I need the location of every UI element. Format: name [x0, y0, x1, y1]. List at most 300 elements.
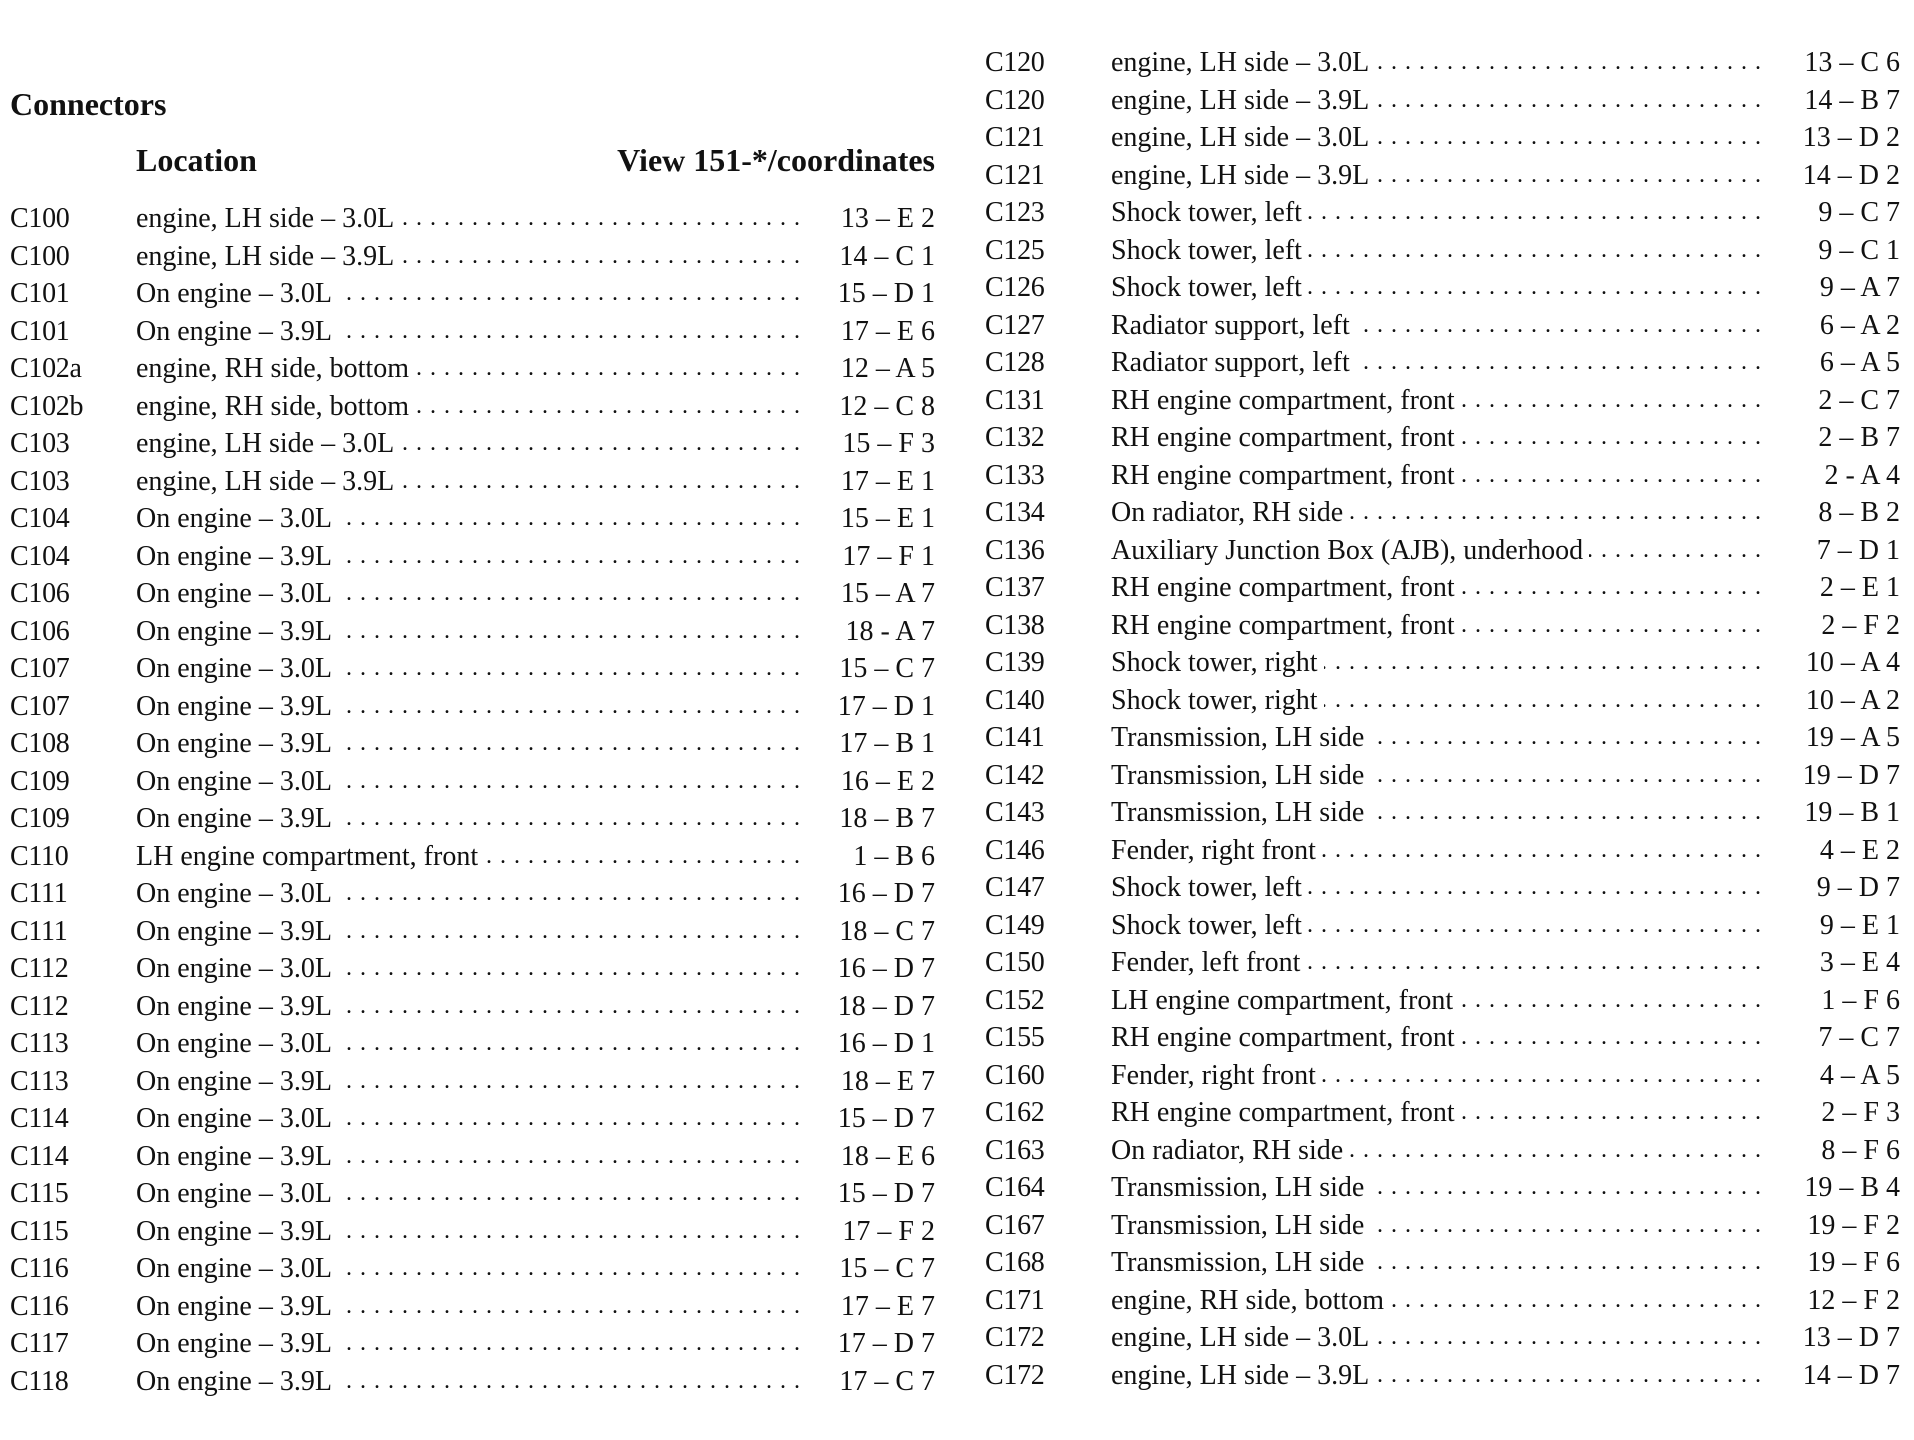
connector-coordinates: 17 – E 7: [805, 1288, 935, 1326]
connector-location: [1111, 269, 1770, 307]
connector-location: [136, 200, 805, 238]
connector-coordinates: 16 – D 7: [805, 950, 935, 988]
connector-row: [985, 907, 1900, 945]
connector-id: C143: [985, 797, 1045, 828]
connector-location: [1111, 494, 1770, 532]
connector-coordinates: 15 – C 7: [805, 650, 935, 688]
connector-id: C115: [10, 1178, 69, 1209]
connector-id: C117: [10, 1328, 69, 1359]
connector-location: [1111, 794, 1770, 832]
connector-location-text: Transmission, LH side: [1111, 1247, 1370, 1278]
connector-coordinates: 15 – E 1: [805, 500, 935, 538]
connector-location-text: engine, LH side – 3.0L: [1111, 122, 1375, 153]
connector-location: [136, 950, 805, 988]
connector-coordinates: 12 – F 2: [1770, 1282, 1900, 1320]
connector-location-text: engine, LH side – 3.9L: [1111, 85, 1375, 116]
connector-row: [985, 382, 1900, 420]
connector-id: C171: [985, 1284, 1045, 1316]
connector-id: C125: [985, 234, 1045, 266]
connector-coordinates: 9 – D 7: [1770, 869, 1900, 907]
connector-coordinates: 14 – C 1: [805, 238, 935, 276]
connector-coordinates: 4 – E 2: [1770, 832, 1900, 870]
connector-coordinates: 8 – B 2: [1770, 494, 1900, 532]
connector-location-text: On engine – 3.0L: [136, 953, 338, 984]
connector-coordinates: 17 – B 1: [805, 725, 935, 763]
left-connector-list: [10, 200, 935, 1400]
connector-location: [136, 350, 805, 388]
connector-location: [136, 988, 805, 1026]
connector-id: C106: [10, 578, 70, 609]
connector-row: [10, 1213, 935, 1251]
connector-id: C116: [10, 1253, 69, 1284]
connector-location-text: On engine – 3.0L: [136, 503, 338, 534]
connector-location-text: engine, LH side – 3.0L: [1111, 1322, 1375, 1353]
connector-coordinates: 10 – A 4: [1770, 644, 1900, 682]
connector-coordinates: 17 – F 1: [805, 538, 935, 576]
connector-row: [985, 269, 1900, 307]
connector-location: [1111, 1282, 1770, 1320]
connector-location-text: On engine – 3.0L: [136, 278, 338, 309]
connector-location: [1111, 607, 1770, 645]
connector-location: [1111, 1094, 1770, 1132]
connector-id: C103: [10, 465, 70, 497]
connector-coordinates: 4 – A 5: [1770, 1057, 1900, 1095]
connector-location-text: On radiator, RH side: [1111, 1135, 1349, 1166]
connector-location-text: On engine – 3.9L: [136, 1366, 338, 1397]
connector-location: [136, 800, 805, 838]
connector-coordinates: 15 – A 7: [805, 575, 935, 613]
connector-row: [985, 982, 1900, 1020]
connector-location-text: engine, LH side – 3.0L: [1111, 47, 1375, 78]
connector-location: [136, 1363, 805, 1401]
connector-id: C150: [985, 947, 1045, 978]
connector-id: C168: [985, 1247, 1045, 1278]
connector-location-text: Shock tower, left: [1111, 272, 1308, 303]
connector-id: C133: [985, 459, 1045, 491]
connector-location-text: Radiator support, left: [1111, 310, 1356, 341]
connector-location-text: engine, LH side – 3.9L: [136, 466, 400, 497]
connector-location: [1111, 44, 1770, 82]
connector-location-text: On engine – 3.9L: [136, 1216, 338, 1247]
connector-location-text: On engine – 3.0L: [136, 1178, 338, 1209]
connector-coordinates: 14 – B 7: [1770, 82, 1900, 120]
connector-coordinates: 19 – F 6: [1770, 1244, 1900, 1282]
connector-location-text: engine, LH side – 3.9L: [1111, 160, 1375, 191]
connector-location-text: On engine – 3.9L: [136, 1328, 338, 1359]
connector-location-text: On engine – 3.9L: [136, 1141, 338, 1172]
connector-id: C104: [10, 503, 70, 534]
connector-id: C109: [10, 803, 70, 834]
connector-coordinates: 2 – F 3: [1770, 1094, 1900, 1132]
connector-coordinates: 2 – C 7: [1770, 382, 1900, 420]
connector-row: [985, 194, 1900, 232]
connector-coordinates: 12 – C 8: [805, 388, 935, 426]
connector-location-text: On engine – 3.0L: [136, 578, 338, 609]
connector-row: [10, 1288, 935, 1326]
connector-coordinates: 3 – E 4: [1770, 944, 1900, 982]
connector-location-text: On engine – 3.9L: [136, 1066, 338, 1097]
connector-coordinates: 15 – D 7: [805, 1175, 935, 1213]
connector-id: C104: [10, 540, 70, 572]
connector-id: C110: [10, 840, 69, 872]
connector-row: [985, 1094, 1900, 1132]
connector-id: C123: [985, 197, 1045, 228]
connector-location-text: Shock tower, left: [1111, 872, 1308, 903]
connector-coordinates: 10 – A 2: [1770, 682, 1900, 720]
connector-row: [985, 569, 1900, 607]
connector-location: [136, 1063, 805, 1101]
connector-coordinates: 19 – F 2: [1770, 1207, 1900, 1245]
connector-coordinates: 8 – F 6: [1770, 1132, 1900, 1170]
connector-coordinates: 14 – D 2: [1770, 157, 1900, 195]
connector-location-text: Transmission, LH side: [1111, 722, 1370, 753]
connector-location: [1111, 419, 1770, 457]
connector-id: C140: [985, 684, 1045, 716]
connector-id: C138: [985, 609, 1045, 641]
connector-id: C142: [985, 759, 1045, 791]
connector-id: C114: [10, 1103, 69, 1134]
connector-coordinates: 17 – E 1: [805, 463, 935, 501]
connector-id: C163: [985, 1134, 1045, 1166]
connector-id: C162: [985, 1097, 1045, 1128]
connector-coordinates: 14 – D 7: [1770, 1357, 1900, 1395]
connector-id: C134: [985, 497, 1045, 528]
connector-location-text: On engine – 3.0L: [136, 653, 338, 684]
connector-location-text: On engine – 3.0L: [136, 878, 338, 909]
connector-location-text: Shock tower, right: [1111, 685, 1324, 716]
connector-row: [10, 425, 935, 463]
connector-id: C111: [10, 915, 68, 947]
connector-location: [136, 1175, 805, 1213]
connector-id: C120: [985, 84, 1045, 116]
connector-row: [985, 832, 1900, 870]
connector-location: [136, 1138, 805, 1176]
connector-location: [136, 575, 805, 613]
connector-row: [10, 913, 935, 951]
connector-id: C121: [985, 159, 1045, 191]
connector-row: [10, 1100, 935, 1138]
connector-location: [1111, 944, 1770, 982]
connector-row: [10, 388, 935, 426]
connector-coordinates: 13 – D 7: [1770, 1319, 1900, 1357]
connector-location-text: On engine – 3.9L: [136, 991, 338, 1022]
connector-location-text: On engine – 3.9L: [136, 728, 338, 759]
connector-location: [136, 500, 805, 538]
connector-location-text: Shock tower, left: [1111, 910, 1308, 941]
connector-row: [985, 119, 1900, 157]
connector-row: [985, 1019, 1900, 1057]
connector-id: C147: [985, 872, 1045, 903]
connector-location-text: On engine – 3.0L: [136, 1103, 338, 1134]
connector-row: [10, 1175, 935, 1213]
right-connector-list: [985, 44, 1900, 1394]
connector-row: [985, 232, 1900, 270]
connector-id: C111: [10, 878, 68, 909]
connector-row: [10, 275, 935, 313]
connector-row: [10, 1325, 935, 1363]
connector-id: C172: [985, 1322, 1045, 1353]
connector-location-text: On engine – 3.9L: [136, 691, 338, 722]
connector-row: [10, 1063, 935, 1101]
connector-coordinates: 7 – D 1: [1770, 532, 1900, 570]
connector-location: [136, 838, 805, 876]
connector-location: [136, 913, 805, 951]
connector-location: [1111, 119, 1770, 157]
connector-location-text: RH engine compartment, front: [1111, 1022, 1461, 1053]
connector-location: [136, 1325, 805, 1363]
connector-location: [1111, 1207, 1770, 1245]
connector-row: [985, 719, 1900, 757]
connector-coordinates: 2 – F 2: [1770, 607, 1900, 645]
connector-coordinates: 9 – C 7: [1770, 194, 1900, 232]
connector-id: C116: [10, 1290, 69, 1322]
connector-coordinates: 19 – A 5: [1770, 719, 1900, 757]
connector-row: [10, 988, 935, 1026]
connector-location: [136, 538, 805, 576]
connector-row: [985, 157, 1900, 195]
connector-location-text: engine, LH side – 3.9L: [1111, 1360, 1375, 1391]
connector-row: [985, 1357, 1900, 1395]
connector-coordinates: 15 – F 3: [805, 425, 935, 463]
connector-location: [1111, 457, 1770, 495]
connector-coordinates: 17 – D 7: [805, 1325, 935, 1363]
connector-row: [985, 682, 1900, 720]
connector-row: [10, 1025, 935, 1063]
connector-id: C131: [985, 384, 1045, 416]
connector-location: [136, 463, 805, 501]
connector-location: [136, 688, 805, 726]
connector-location: [136, 1025, 805, 1063]
connector-id: C167: [985, 1209, 1045, 1241]
connector-location-text: LH engine compartment, front: [1111, 985, 1459, 1016]
connector-row: [985, 1282, 1900, 1320]
connector-location: [1111, 1057, 1770, 1095]
connector-coordinates: 1 – F 6: [1770, 982, 1900, 1020]
connector-row: [985, 1319, 1900, 1357]
connector-id: C106: [10, 615, 70, 647]
connector-row: [10, 200, 935, 238]
connector-location-text: On engine – 3.0L: [136, 766, 338, 797]
connector-coordinates: 12 – A 5: [805, 350, 935, 388]
connector-coordinates: 18 – E 6: [805, 1138, 935, 1176]
connector-location-text: On engine – 3.0L: [136, 1253, 338, 1284]
connector-coordinates: 18 – B 7: [805, 800, 935, 838]
connector-row: [985, 82, 1900, 120]
connector-id: C103: [10, 428, 70, 459]
connector-coordinates: 9 – C 1: [1770, 232, 1900, 270]
connector-location-text: Auxiliary Junction Box (AJB), underhood: [1111, 535, 1589, 566]
connector-coordinates: 18 – E 7: [805, 1063, 935, 1101]
connector-id: C101: [10, 315, 70, 347]
connector-location-text: Fender, right front: [1111, 835, 1322, 866]
connector-coordinates: 17 – F 2: [805, 1213, 935, 1251]
connector-coordinates: 13 – C 6: [1770, 44, 1900, 82]
connector-coordinates: 18 – C 7: [805, 913, 935, 951]
connector-location: [136, 1250, 805, 1288]
connector-id: C172: [985, 1359, 1045, 1391]
connector-location: [1111, 1319, 1770, 1357]
connector-coordinates: 1 – B 6: [805, 838, 935, 876]
connector-location: [1111, 682, 1770, 720]
connector-row: [10, 463, 935, 501]
connector-coordinates: 15 – D 1: [805, 275, 935, 313]
connector-coordinates: 17 – D 1: [805, 688, 935, 726]
connector-coordinates: 15 – D 7: [805, 1100, 935, 1138]
connector-row: [985, 419, 1900, 457]
connector-id: C102b: [10, 390, 84, 422]
connector-id: C114: [10, 1140, 69, 1172]
connector-id: C152: [985, 984, 1045, 1016]
connector-location: [1111, 569, 1770, 607]
view-coordinates-header: View 151-*/coordinates: [617, 142, 935, 178]
connector-id: C108: [10, 728, 70, 759]
connector-location-text: On engine – 3.9L: [136, 616, 338, 647]
connector-location-text: RH engine compartment, front: [1111, 610, 1461, 641]
connector-id: C136: [985, 534, 1045, 566]
connector-location: [1111, 1132, 1770, 1170]
connector-coordinates: 16 – D 1: [805, 1025, 935, 1063]
connector-location: [1111, 719, 1770, 757]
connector-id: C137: [985, 572, 1045, 603]
connector-id: C146: [985, 834, 1045, 866]
connector-row: [10, 350, 935, 388]
connector-row: [985, 1132, 1900, 1170]
connector-location-text: RH engine compartment, front: [1111, 1097, 1461, 1128]
connector-row: [985, 944, 1900, 982]
connector-row: [10, 613, 935, 651]
connector-row: [10, 238, 935, 276]
connector-row: [985, 607, 1900, 645]
connector-location-text: Shock tower, right: [1111, 647, 1324, 678]
connector-location-text: engine, RH side, bottom: [136, 353, 415, 384]
connector-row: [10, 725, 935, 763]
connector-id: C155: [985, 1022, 1045, 1053]
connector-row: [10, 1250, 935, 1288]
connector-location: [1111, 1357, 1770, 1395]
connector-coordinates: 2 – B 7: [1770, 419, 1900, 457]
connector-id: C107: [10, 653, 70, 684]
connector-coordinates: 18 - A 7: [805, 613, 935, 651]
connector-location: [1111, 232, 1770, 270]
connector-coordinates: 2 – E 1: [1770, 569, 1900, 607]
connector-coordinates: 6 – A 2: [1770, 307, 1900, 345]
connector-location: [136, 763, 805, 801]
connector-id: C109: [10, 765, 70, 797]
connector-location-text: On engine – 3.9L: [136, 1291, 338, 1322]
connector-row: [985, 757, 1900, 795]
connector-location: [1111, 1244, 1770, 1282]
connector-row: [10, 763, 935, 801]
connector-location-text: Transmission, LH side: [1111, 760, 1370, 791]
connector-location: [136, 425, 805, 463]
connector-row: [985, 344, 1900, 382]
connector-row: [10, 875, 935, 913]
connector-id: C164: [985, 1172, 1045, 1203]
connector-row: [10, 538, 935, 576]
connector-location-text: Shock tower, left: [1111, 235, 1308, 266]
connector-coordinates: 15 – C 7: [805, 1250, 935, 1288]
connector-location: [1111, 1019, 1770, 1057]
connector-location: [1111, 194, 1770, 232]
connector-row: [10, 500, 935, 538]
connector-coordinates: 6 – A 5: [1770, 344, 1900, 382]
connector-location: [1111, 157, 1770, 195]
connector-id: C139: [985, 647, 1045, 678]
connector-id: C149: [985, 909, 1045, 941]
connector-location-text: On engine – 3.0L: [136, 1028, 338, 1059]
connector-row: [985, 457, 1900, 495]
connector-location: [136, 613, 805, 651]
connector-location: [1111, 907, 1770, 945]
connector-location: [1111, 344, 1770, 382]
connector-location-text: On radiator, RH side: [1111, 497, 1349, 528]
connector-location: [1111, 82, 1770, 120]
connector-coordinates: 16 – E 2: [805, 763, 935, 801]
connector-id: C112: [10, 953, 69, 984]
connector-coordinates: 19 – B 1: [1770, 794, 1900, 832]
connector-location-text: RH engine compartment, front: [1111, 385, 1461, 416]
connector-id: C113: [10, 1028, 69, 1059]
connector-row: [10, 838, 935, 876]
connector-id: C118: [10, 1365, 69, 1397]
connector-location-text: Transmission, LH side: [1111, 1172, 1370, 1203]
connector-location: [136, 1288, 805, 1326]
connector-id: C121: [985, 122, 1045, 153]
connector-location-text: engine, LH side – 3.0L: [136, 203, 400, 234]
connector-row: [10, 800, 935, 838]
connector-row: [985, 644, 1900, 682]
connector-location-text: Transmission, LH side: [1111, 1210, 1370, 1241]
connector-coordinates: 19 – B 4: [1770, 1169, 1900, 1207]
connector-coordinates: 2 - A 4: [1770, 457, 1900, 495]
connector-coordinates: 19 – D 7: [1770, 757, 1900, 795]
connector-location-text: On engine – 3.9L: [136, 316, 338, 347]
connector-row: [985, 532, 1900, 570]
connector-id: C100: [10, 203, 70, 234]
connector-location-text: engine, RH side, bottom: [1111, 1285, 1390, 1316]
connector-location: [136, 725, 805, 763]
connector-location-text: On engine – 3.9L: [136, 803, 338, 834]
connector-id: C112: [10, 990, 69, 1022]
connector-id: C107: [10, 690, 70, 722]
connector-row: [985, 44, 1900, 82]
connector-location-text: RH engine compartment, front: [1111, 460, 1461, 491]
connector-location: [136, 875, 805, 913]
connector-location: [136, 1213, 805, 1251]
connector-location-text: engine, LH side – 3.0L: [136, 428, 400, 459]
connector-row: [10, 1138, 935, 1176]
connector-id: C100: [10, 240, 70, 272]
connector-row: [985, 794, 1900, 832]
connector-row: [985, 1057, 1900, 1095]
connector-coordinates: 9 – A 7: [1770, 269, 1900, 307]
connector-location: [136, 388, 805, 426]
connector-coordinates: 13 – E 2: [805, 200, 935, 238]
connector-location-text: Radiator support, left: [1111, 347, 1356, 378]
connector-coordinates: 13 – D 2: [1770, 119, 1900, 157]
connector-location: [136, 275, 805, 313]
connector-location: [1111, 757, 1770, 795]
connector-row: [985, 1244, 1900, 1282]
connector-row: [985, 1207, 1900, 1245]
connector-location: [1111, 382, 1770, 420]
connector-id: C113: [10, 1065, 69, 1097]
connector-location-text: Shock tower, left: [1111, 197, 1308, 228]
connector-location-text: Fender, left front: [1111, 947, 1306, 978]
connector-location: [1111, 307, 1770, 345]
connector-location: [1111, 532, 1770, 570]
section-title: Connectors: [10, 86, 167, 122]
